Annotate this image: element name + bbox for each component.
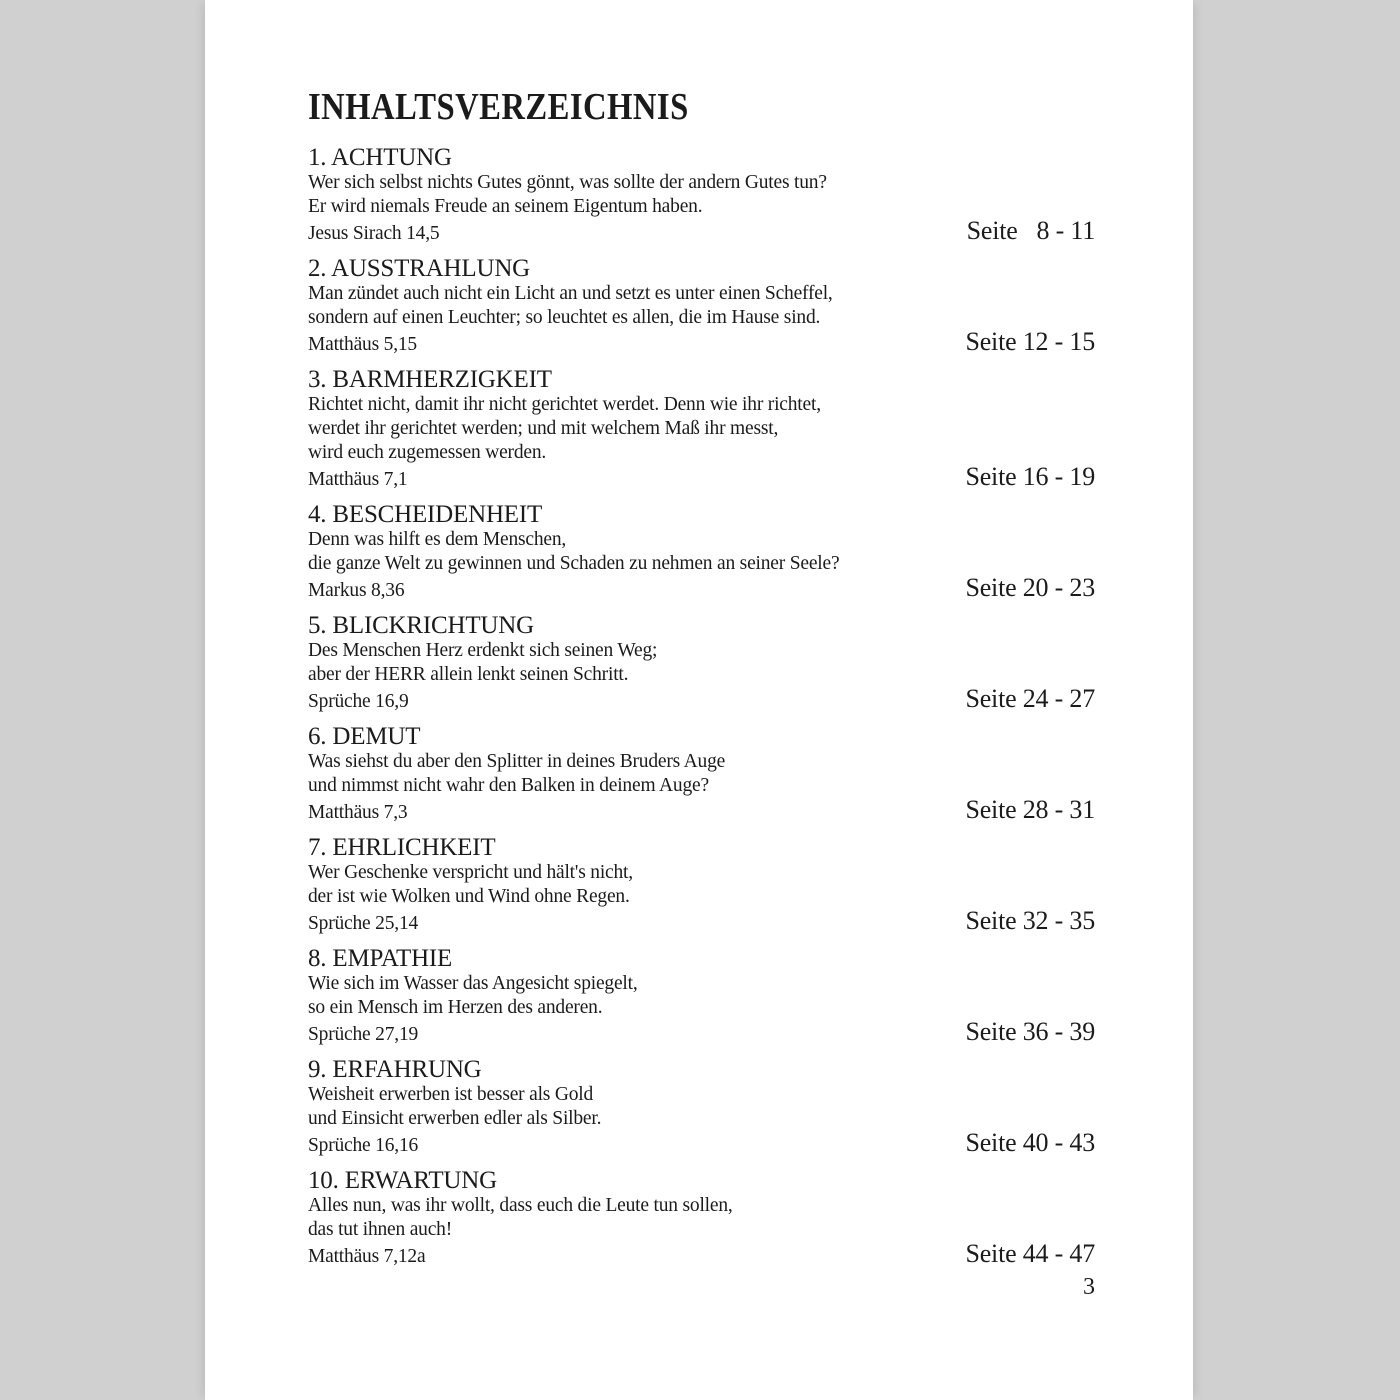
section-footer-row	[308, 1239, 1095, 1268]
section-footer-row	[308, 216, 1095, 245]
section-footer-row	[308, 684, 1095, 713]
section-page-range: Seite 16 - 19	[965, 462, 1095, 491]
section-page-range: Seite 8 - 11	[966, 216, 1095, 245]
section-quote-line: und Einsicht erwerben edler als Silber.	[308, 1108, 602, 1129]
toc-section	[308, 144, 1095, 243]
section-footer-row	[308, 327, 1095, 356]
section-quote-line: Man zündet auch nicht ein Licht an und setzt es unter einen Scheffel,	[308, 283, 833, 304]
section-page-range: Seite 36 - 39	[965, 1017, 1095, 1046]
section-reference: Sprüche 25,14	[308, 913, 419, 934]
section-heading: 7. EHRLICHKEIT	[308, 834, 496, 861]
section-quote-line: Wer Geschenke verspricht und hält's nicht,	[308, 862, 633, 883]
toc-section	[308, 255, 1095, 354]
section-heading: 10. ERWARTUNG	[308, 1167, 497, 1194]
section-quote-line: Denn was hilft es dem Menschen,	[308, 529, 567, 550]
section-quote-line: Weisheit erwerben ist besser als Gold	[308, 1084, 594, 1105]
section-heading: 5. BLICKRICHTUNG	[308, 612, 534, 639]
section-page-range: Seite 44 - 47	[965, 1239, 1095, 1268]
section-quote-line: Alles nun, was ihr wollt, dass euch die Leute tun sollen,	[308, 1195, 733, 1216]
section-reference: Matthäus 7,12a	[308, 1246, 426, 1267]
section-quote-line: Richtet nicht, damit ihr nicht gerichtet werdet. Denn wie ihr richtet,	[308, 394, 821, 415]
toc-sections	[308, 144, 1095, 1266]
section-page-range: Seite 20 - 23	[965, 573, 1095, 602]
section-quote	[308, 861, 1095, 909]
section-heading: 3. BARMHERZIGKEIT	[308, 366, 552, 393]
toc-section	[308, 834, 1095, 933]
section-quote-line: und nimmst nicht wahr den Balken in deinem Auge?	[308, 775, 709, 796]
section-footer-row	[308, 795, 1095, 824]
section-quote	[308, 282, 1095, 330]
toc-section	[308, 1167, 1095, 1266]
section-reference: Jesus Sirach 14,5	[308, 223, 440, 244]
section-reference: Sprüche 16,16	[308, 1135, 419, 1156]
section-quote-line: Wer sich selbst nichts Gutes gönnt, was sollte der andern Gutes tun?	[308, 172, 827, 193]
section-quote	[308, 393, 1095, 465]
section-quote-line: Was siehst du aber den Splitter in deines Bruders Auge	[308, 751, 726, 772]
section-quote-line: sondern auf einen Leuchter; so leuchtet es allen, die im Hause sind.	[308, 307, 821, 328]
section-quote	[308, 750, 1095, 798]
section-heading: 2. AUSSTRAHLUNG	[308, 255, 531, 282]
section-page-range: Seite 40 - 43	[965, 1128, 1095, 1157]
section-page-range: Seite 32 - 35	[965, 906, 1095, 935]
section-heading: 9. ERFAHRUNG	[308, 1056, 482, 1083]
section-quote	[308, 972, 1095, 1020]
section-footer-row	[308, 1128, 1095, 1157]
document-page	[205, 0, 1193, 1400]
section-quote-line: Des Menschen Herz erdenkt sich seinen Weg;	[308, 640, 658, 661]
section-reference: Matthäus 7,3	[308, 802, 408, 823]
section-heading: 6. DEMUT	[308, 723, 421, 750]
section-quote-line: werdet ihr gerichtet werden; und mit welchem Maß ihr messt,	[308, 418, 779, 439]
section-quote	[308, 1194, 1095, 1242]
table-of-contents	[308, 88, 1095, 1300]
section-reference: Matthäus 5,15	[308, 334, 417, 355]
section-page-range: Seite 12 - 15	[965, 327, 1095, 356]
section-heading: 8. EMPATHIE	[308, 945, 453, 972]
section-quote	[308, 528, 1095, 576]
section-quote-line: die ganze Welt zu gewinnen und Schaden zu nehmen an seiner Seele?	[308, 553, 840, 574]
toc-section	[308, 612, 1095, 711]
section-quote-line: so ein Mensch im Herzen des anderen.	[308, 997, 603, 1018]
section-quote-line: Er wird niemals Freude an seinem Eigentum haben.	[308, 196, 703, 217]
section-quote	[308, 171, 1095, 219]
section-page-range: Seite 24 - 27	[965, 684, 1095, 713]
section-footer-row	[308, 906, 1095, 935]
section-quote	[308, 1083, 1095, 1131]
section-quote-line: wird euch zugemessen werden.	[308, 442, 547, 463]
toc-section	[308, 501, 1095, 600]
section-page-range: Seite 28 - 31	[965, 795, 1095, 824]
toc-section	[308, 945, 1095, 1044]
section-footer-row	[308, 1017, 1095, 1046]
section-footer-row	[308, 573, 1095, 602]
section-quote-line: aber der HERR allein lenkt seinen Schritt.	[308, 664, 629, 685]
section-reference: Matthäus 7,1	[308, 469, 408, 490]
section-footer-row	[308, 462, 1095, 491]
section-quote-line: der ist wie Wolken und Wind ohne Regen.	[308, 886, 630, 907]
section-reference: Sprüche 16,9	[308, 691, 409, 712]
toc-section	[308, 366, 1095, 489]
section-reference: Markus 8,36	[308, 580, 405, 601]
section-quote-line: Wie sich im Wasser das Angesicht spiegelt,	[308, 973, 638, 994]
toc-section	[308, 723, 1095, 822]
section-reference: Sprüche 27,19	[308, 1024, 419, 1045]
toc-section	[308, 1056, 1095, 1155]
section-quote	[308, 639, 1095, 687]
page-title: INHALTSVERZEICHNIS	[308, 86, 689, 128]
section-heading: 1. ACHTUNG	[308, 144, 452, 171]
section-quote-line: das tut ihnen auch!	[308, 1219, 453, 1240]
page-number: 3	[1083, 1274, 1095, 1300]
section-heading: 4. BESCHEIDENHEIT	[308, 501, 543, 528]
